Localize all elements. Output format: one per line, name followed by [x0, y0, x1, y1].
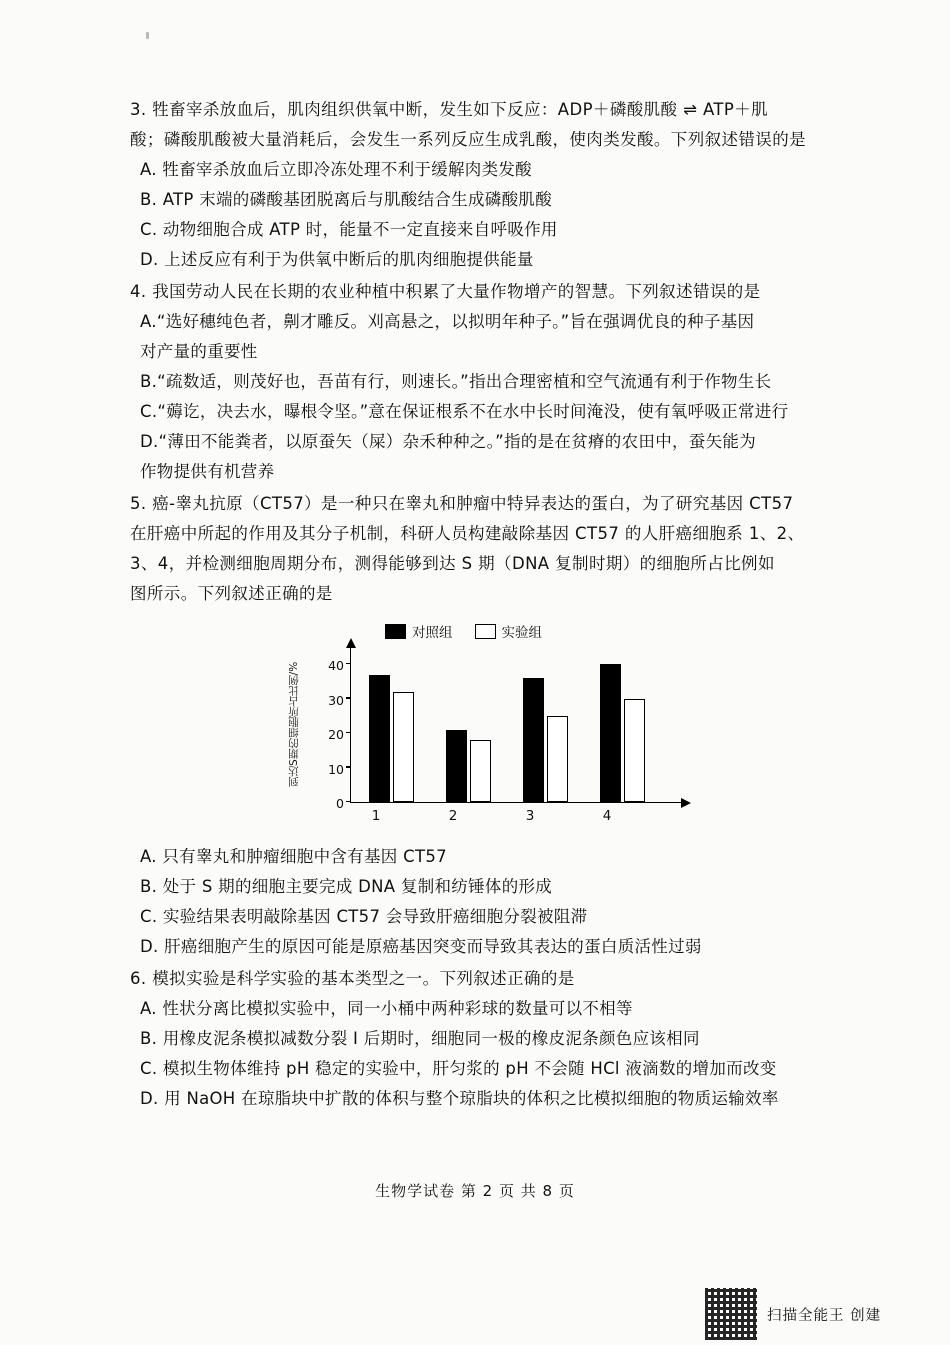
- bar-control-1: [369, 675, 390, 802]
- question-5-option-d[interactable]: D. 肝癌细胞产生的原因可能是原癌基因突变而导致其表达的蛋白质活性过弱: [140, 937, 702, 956]
- question-4-option-d[interactable]: D.“薄田不能粪者，以原蚕矢（屎）杂禾种种之。”指的是在贫瘠的农田中，蚕矢能为: [140, 432, 756, 451]
- legend-swatch-control: [385, 624, 406, 639]
- x-axis-arrow: [681, 798, 691, 808]
- bar-experiment-2: [470, 740, 491, 802]
- question-3-option-a[interactable]: A. 牲畜宰杀放血后立即冷冻处理不利于缓解肉类发酸: [140, 160, 532, 179]
- question-4-option-a-cont: 对产量的重要性: [140, 342, 258, 361]
- legend-item-control: [385, 621, 453, 641]
- question-5-stem-line-1: 5. 癌-睾丸抗原（CT57）是一种只在睾丸和肿瘤中特异表达的蛋白，为了研究基因 CT57: [130, 494, 794, 513]
- scan-watermark: [705, 1288, 881, 1340]
- y-tick-mark-10: [346, 766, 351, 767]
- question-5-option-b[interactable]: B. 处于 S 期的细胞主要完成 DNA 复制和纺锤体的形成: [140, 877, 553, 896]
- question-5-option-c[interactable]: C. 实验结果表明敲除基因 CT57 会导致肝癌细胞分裂被阻滞: [140, 907, 588, 926]
- question-4-option-b[interactable]: B.“疏数适，则茂好也，吾苗有行，则速长。”指出合理密植和空气流通有利于作物生长: [140, 372, 772, 391]
- chart-plot-area: [350, 647, 681, 824]
- bar-group-4: [600, 664, 645, 802]
- question-3-stem-line-2: 酸；磷酸肌酸被大量消耗后，会发生一系列反应生成乳酸，使肉类发酸。下列叙述错误的是: [130, 130, 806, 149]
- question-6-stem-line-1: 6. 模拟实验是科学实验的基本类型之一。下列叙述正确的是: [130, 969, 575, 988]
- question-4: [130, 277, 845, 487]
- bar-experiment-3: [547, 716, 568, 802]
- qr-code-icon: [705, 1288, 757, 1340]
- question-6-option-a[interactable]: A. 性状分离比模拟实验中，同一小桶中两种彩球的数量可以不相等: [140, 999, 633, 1018]
- x-tick-label-4: 4: [602, 808, 612, 824]
- y-axis-arrow: [346, 638, 356, 648]
- y-tick-mark-30: [346, 697, 351, 698]
- bar-group-2: [446, 730, 491, 802]
- bar-experiment-4: [624, 699, 645, 802]
- y-tick-label-0: 0: [336, 796, 344, 811]
- y-tick-mark-20: [346, 732, 351, 733]
- question-4-option-a[interactable]: A.“选好穗纯色者，劓才雕反。刈高悬之，以拟明年种子。”旨在强调优良的种子基因: [140, 312, 755, 331]
- page-footer: 生物学试卷 第 2 页 共 8 页: [375, 1182, 575, 1200]
- question-5-option-a[interactable]: A. 只有睾丸和肿瘤细胞中含有基因 CT57: [140, 847, 447, 866]
- y-tick-mark-0: [346, 801, 351, 802]
- question-3-option-d[interactable]: D. 上述反应有利于为供氧中断后的肌肉细胞提供能量: [140, 250, 534, 269]
- scan-artifact: [146, 32, 149, 39]
- bar-control-2: [446, 730, 467, 802]
- bar-group-1: [369, 675, 414, 802]
- bar-control-4: [600, 664, 621, 802]
- legend-label-experiment: 实验组: [501, 625, 542, 641]
- question-3-option-b[interactable]: B. ATP 末端的磷酸基团脱离后与肌酸结合生成磷酸肌酸: [140, 190, 552, 209]
- question-3-option-c[interactable]: C. 动物细胞合成 ATP 时，能量不一定直接来自呼吸作用: [140, 220, 558, 239]
- y-tick-label-20: 20: [328, 727, 344, 743]
- legend-swatch-experiment: [475, 624, 496, 639]
- legend-item-experiment: [475, 621, 543, 641]
- bar-group-3: [523, 678, 568, 802]
- chart-y-axis-title: 到达S期的细胞所占比例/%: [288, 661, 300, 787]
- bar-experiment-1: [393, 692, 414, 802]
- y-tick-label-40: 40: [328, 658, 344, 674]
- y-tick-label-30: 30: [328, 692, 344, 708]
- question-5-stem-line-2: 在肝癌中所起的作用及其分子机制，科研人员构建敲除基因 CT57 的人肝癌细胞系 1、2、: [130, 524, 805, 543]
- x-tick-label-3: 3: [525, 808, 535, 824]
- question-5-stem-line-4: 图所示。下列叙述正确的是: [130, 584, 333, 603]
- question-4-stem-line-1: 4. 我国劳动人民在长期的农业种植中积累了大量作物增产的智慧。下列叙述错误的是: [130, 282, 761, 301]
- s-phase-bar-chart: [290, 621, 720, 836]
- x-tick-label-2: 2: [448, 808, 458, 824]
- question-3: [130, 95, 845, 275]
- question-4-option-c[interactable]: C.“薅讫，决去水，曝根令坚。”意在保证根系不在水中长时间淹没，使有氧呼吸正常进行: [140, 402, 789, 421]
- question-6: [130, 964, 845, 1114]
- legend-label-control: 对照组: [412, 625, 453, 641]
- question-6-option-b[interactable]: B. 用橡皮泥条模拟减数分裂 I 后期时，细胞同一极的橡皮泥条颜色应该相同: [140, 1029, 700, 1048]
- chart-legend: [385, 621, 542, 641]
- question-5: [130, 489, 845, 962]
- question-3-stem-line-1: 3. 牲畜宰杀放血后，肌肉组织供氧中断，发生如下反应：ADP＋磷酸肌酸 ⇌ ATP＋肌: [130, 100, 768, 119]
- watermark-label: 扫描全能王 创建: [767, 1307, 882, 1324]
- x-tick-label-1: 1: [371, 808, 381, 824]
- question-4-option-d-cont: 作物提供有机营养: [140, 462, 275, 481]
- question-6-option-c[interactable]: C. 模拟生物体维持 pH 稳定的实验中，肝匀浆的 pH 不会随 HCl 液滴数的增加而改变: [140, 1059, 777, 1078]
- bar-control-3: [523, 678, 544, 802]
- y-tick-mark-40: [346, 663, 351, 664]
- question-6-option-d[interactable]: D. 用 NaOH 在琼脂块中扩散的体积与整个琼脂块的体积之比模拟细胞的物质运输效率: [140, 1089, 779, 1108]
- page-content: [130, 95, 845, 1116]
- question-5-stem-line-3: 3、4，并检测细胞周期分布，测得能够到达 S 期（DNA 复制时期）的细胞所占比例如: [130, 554, 775, 573]
- y-tick-label-10: 10: [328, 761, 344, 777]
